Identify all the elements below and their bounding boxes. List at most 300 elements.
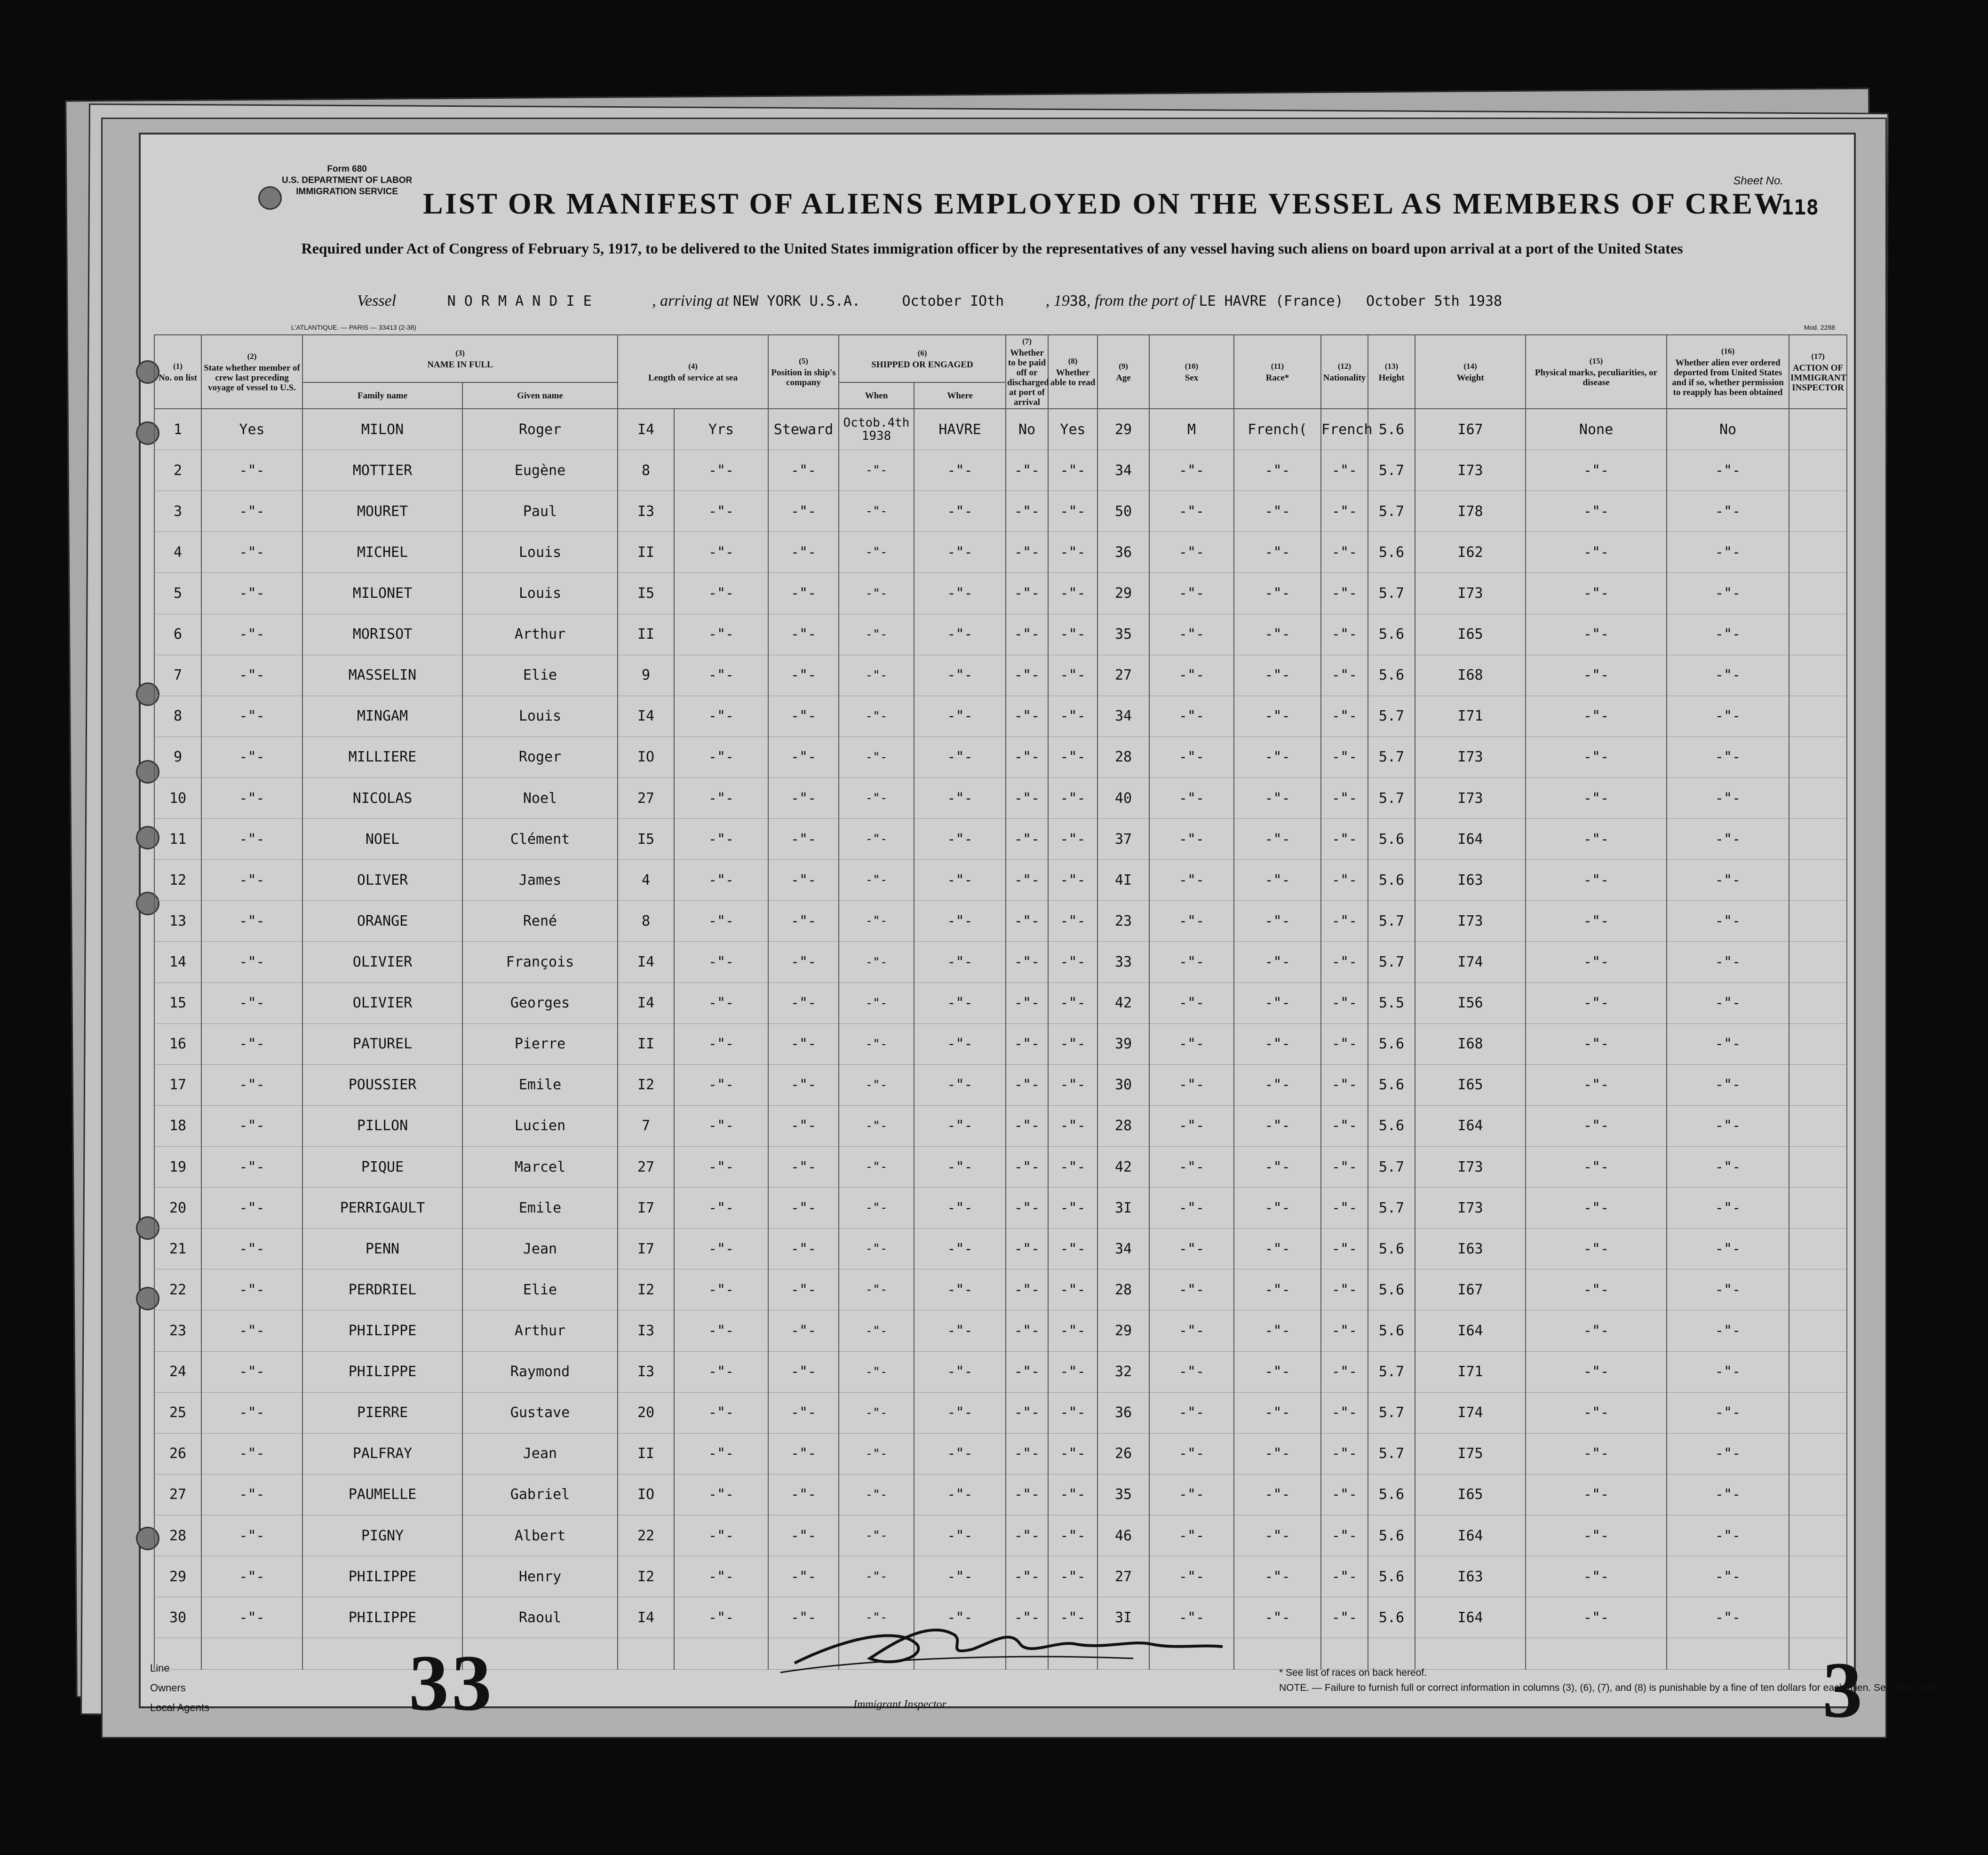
cell-previous-voyage: -"- <box>201 1515 302 1556</box>
table-row <box>154 409 1847 450</box>
cell-deported: -"- <box>1667 1433 1789 1474</box>
cell-physical-marks: -"- <box>1526 491 1667 532</box>
punch-hole <box>258 186 282 210</box>
cell-given-name: François <box>462 942 618 983</box>
col-age-header: (9) Age <box>1097 335 1149 409</box>
cell-service-years: II <box>618 1433 674 1474</box>
cell-inspector-action <box>1789 737 1847 777</box>
form-service: IMMIGRATION SERVICE <box>296 187 398 197</box>
col-where-header: Where <box>914 382 1006 409</box>
cell-weight: I74 <box>1415 1392 1526 1433</box>
cell-height: 5.6 <box>1368 1229 1415 1269</box>
cell-service-years: IO <box>618 737 674 777</box>
cell-service-years: 27 <box>618 778 674 819</box>
col-name-header: (3) NAME IN FULL <box>302 335 618 382</box>
cell-race: -"- <box>1234 491 1321 532</box>
cell-family-name: PHILIPPE <box>302 1310 462 1351</box>
col-paid-off-header: (7) Whether to be paid off or discharged at port of arrival <box>1006 335 1048 409</box>
cell-height: 5.6 <box>1368 1597 1415 1638</box>
cell-height: 5.6 <box>1368 409 1415 450</box>
cell-shipped-where: -"- <box>914 1597 1006 1638</box>
cell-service-unit: -"- <box>674 778 768 819</box>
cell-no: 8 <box>154 696 201 737</box>
cell-service-unit: -"- <box>674 655 768 696</box>
cell-previous-voyage: Yes <box>201 409 302 450</box>
cell-race: -"- <box>1234 450 1321 491</box>
cell-shipped-where: -"- <box>914 1433 1006 1474</box>
cell-able-to-read: -"- <box>1048 1229 1097 1269</box>
cell-deported: -"- <box>1667 1515 1789 1556</box>
cell-paid-off: -"- <box>1006 1147 1048 1188</box>
cell-position: -"- <box>768 573 839 614</box>
cell-race: -"- <box>1234 1351 1321 1392</box>
cell-physical-marks: -"- <box>1526 983 1667 1023</box>
cell-service-years: I4 <box>618 983 674 1023</box>
cell-paid-off: -"- <box>1006 1023 1048 1064</box>
cell-inspector-action <box>1789 1433 1847 1474</box>
cell-given-name: Emile <box>462 1188 618 1229</box>
cell-previous-voyage: -"- <box>201 655 302 696</box>
cell-race: -"- <box>1234 1392 1321 1433</box>
col-given-name-header: Given name <box>462 382 618 409</box>
cell-physical-marks: -"- <box>1526 1147 1667 1188</box>
cell-shipped-when: -"- <box>839 778 914 819</box>
cell-deported: -"- <box>1667 1229 1789 1269</box>
empty-cell <box>1234 1638 1321 1670</box>
cell-race: -"- <box>1234 1310 1321 1351</box>
cell-no: 4 <box>154 532 201 573</box>
cell-no: 18 <box>154 1105 201 1146</box>
cell-family-name: PIQUE <box>302 1147 462 1188</box>
cell-family-name: MILON <box>302 409 462 450</box>
cell-given-name: Albert <box>462 1515 618 1556</box>
cell-able-to-read: -"- <box>1048 532 1097 573</box>
cell-physical-marks: -"- <box>1526 1310 1667 1351</box>
cell-inspector-action <box>1789 860 1847 901</box>
cell-inspector-action <box>1789 696 1847 737</box>
line-label: Line <box>150 1662 170 1674</box>
cell-shipped-where: -"- <box>914 1269 1006 1310</box>
cell-position: -"- <box>768 491 839 532</box>
cell-family-name: MINGAM <box>302 696 462 737</box>
cell-inspector-action <box>1789 573 1847 614</box>
cell-family-name: PATUREL <box>302 1023 462 1064</box>
cell-shipped-when: -"- <box>839 1105 914 1146</box>
table-row <box>154 1556 1847 1597</box>
cell-race: -"- <box>1234 1188 1321 1229</box>
cell-nationality: -"- <box>1321 1597 1368 1638</box>
cell-sex: -"- <box>1149 860 1234 901</box>
cell-service-years: IO <box>618 1474 674 1515</box>
cell-physical-marks: -"- <box>1526 778 1667 819</box>
cell-age: 34 <box>1097 1229 1149 1269</box>
cell-previous-voyage: -"- <box>201 491 302 532</box>
cell-given-name: Elie <box>462 655 618 696</box>
cell-nationality: -"- <box>1321 1105 1368 1146</box>
cell-given-name: Lucien <box>462 1105 618 1146</box>
cell-nationality: -"- <box>1321 1474 1368 1515</box>
cell-age: 29 <box>1097 1310 1149 1351</box>
cell-inspector-action <box>1789 901 1847 942</box>
cell-inspector-action <box>1789 655 1847 696</box>
cell-weight: I62 <box>1415 532 1526 573</box>
cell-able-to-read: -"- <box>1048 573 1097 614</box>
cell-service-years: 22 <box>618 1515 674 1556</box>
cell-shipped-where: -"- <box>914 737 1006 777</box>
cell-no: 24 <box>154 1351 201 1392</box>
cell-height: 5.7 <box>1368 450 1415 491</box>
cell-shipped-where: -"- <box>914 1064 1006 1105</box>
cell-shipped-where: -"- <box>914 901 1006 942</box>
cell-shipped-when: -"- <box>839 942 914 983</box>
cell-no: 7 <box>154 655 201 696</box>
cell-shipped-where: -"- <box>914 1351 1006 1392</box>
cell-previous-voyage: -"- <box>201 1351 302 1392</box>
col-read-header: (8) Whether able to read <box>1048 335 1097 409</box>
cell-shipped-when: -"- <box>839 1269 914 1310</box>
cell-position: -"- <box>768 696 839 737</box>
cell-service-years: 8 <box>618 901 674 942</box>
inspector-label: Immigrant Inspector <box>853 1698 946 1711</box>
cell-service-unit: -"- <box>674 819 768 860</box>
cell-physical-marks: -"- <box>1526 1351 1667 1392</box>
cell-age: 27 <box>1097 1556 1149 1597</box>
cell-family-name: MOTTIER <box>302 450 462 491</box>
cell-height: 5.6 <box>1368 819 1415 860</box>
cell-weight: I71 <box>1415 696 1526 737</box>
cell-shipped-where: -"- <box>914 860 1006 901</box>
cell-given-name: Roger <box>462 737 618 777</box>
cell-able-to-read: -"- <box>1048 1392 1097 1433</box>
cell-no: 12 <box>154 860 201 901</box>
cell-no: 21 <box>154 1229 201 1269</box>
cell-given-name: Marcel <box>462 1147 618 1188</box>
cell-given-name: Gustave <box>462 1392 618 1433</box>
races-note: * See list of races on back hereof. <box>1279 1667 1427 1678</box>
cell-paid-off: -"- <box>1006 1351 1048 1392</box>
cell-deported: -"- <box>1667 1188 1789 1229</box>
cell-deported: -"- <box>1667 819 1789 860</box>
cell-no: 5 <box>154 573 201 614</box>
note-text: Failure to furnish full or correct information in columns (3), (6), (7), and (8) is punishable by a fine of ten dollars for each alien. See other side. <box>1324 1682 1940 1693</box>
cell-family-name: OLIVIER <box>302 983 462 1023</box>
cell-height: 5.6 <box>1368 1474 1415 1515</box>
cell-paid-off: -"- <box>1006 1597 1048 1638</box>
cell-race: -"- <box>1234 901 1321 942</box>
cell-position: -"- <box>768 778 839 819</box>
cell-shipped-where: -"- <box>914 1556 1006 1597</box>
cell-height: 5.6 <box>1368 860 1415 901</box>
cell-given-name: James <box>462 860 618 901</box>
cell-given-name: Eugène <box>462 450 618 491</box>
cell-age: 28 <box>1097 737 1149 777</box>
col-position-header: (5) Position in ship's company <box>768 335 839 409</box>
cell-height: 5.7 <box>1368 696 1415 737</box>
cell-sex: -"- <box>1149 1269 1234 1310</box>
header-row <box>154 335 1847 382</box>
cell-race: -"- <box>1234 1433 1321 1474</box>
cell-shipped-where: -"- <box>914 819 1006 860</box>
cell-inspector-action <box>1789 1105 1847 1146</box>
cell-previous-voyage: -"- <box>201 1269 302 1310</box>
cell-inspector-action <box>1789 1023 1847 1064</box>
cell-given-name: Louis <box>462 696 618 737</box>
cell-sex: -"- <box>1149 1023 1234 1064</box>
cell-service-years: II <box>618 614 674 655</box>
cell-physical-marks: -"- <box>1526 737 1667 777</box>
cell-inspector-action <box>1789 1269 1847 1310</box>
col-race-header: (11) Race* <box>1234 335 1321 409</box>
cell-service-unit: -"- <box>674 1188 768 1229</box>
cell-weight: I68 <box>1415 1023 1526 1064</box>
cell-given-name: Emile <box>462 1064 618 1105</box>
cell-given-name: Louis <box>462 573 618 614</box>
cell-weight: I64 <box>1415 1597 1526 1638</box>
cell-no: 20 <box>154 1188 201 1229</box>
cell-deported: -"- <box>1667 1597 1789 1638</box>
from-label: , from the port of <box>1086 292 1195 309</box>
cell-previous-voyage: -"- <box>201 532 302 573</box>
cell-given-name: Henry <box>462 1556 618 1597</box>
cell-shipped-when: -"- <box>839 1310 914 1351</box>
cell-given-name: Raoul <box>462 1597 618 1638</box>
cell-inspector-action <box>1789 1064 1847 1105</box>
cell-previous-voyage: -"- <box>201 573 302 614</box>
cell-service-years: 7 <box>618 1105 674 1146</box>
col-sex-header: (10) Sex <box>1149 335 1234 409</box>
cell-age: 23 <box>1097 901 1149 942</box>
cell-able-to-read: -"- <box>1048 1515 1097 1556</box>
cell-deported: -"- <box>1667 1147 1789 1188</box>
cell-physical-marks: -"- <box>1526 1229 1667 1269</box>
cell-age: 50 <box>1097 491 1149 532</box>
cell-family-name: NOEL <box>302 819 462 860</box>
col-weight-header: (14) Weight <box>1415 335 1526 409</box>
cell-age: 29 <box>1097 409 1149 450</box>
cell-deported: -"- <box>1667 901 1789 942</box>
cell-height: 5.7 <box>1368 1433 1415 1474</box>
cell-previous-voyage: -"- <box>201 614 302 655</box>
cell-shipped-when: -"- <box>839 1515 914 1556</box>
cell-service-unit: -"- <box>674 1392 768 1433</box>
cell-position: Steward <box>768 409 839 450</box>
col-when-header: When <box>839 382 914 409</box>
cell-previous-voyage: -"- <box>201 1229 302 1269</box>
col-shipped-header: (6) SHIPPED OR ENGAGED <box>839 335 1006 382</box>
cell-service-years: I3 <box>618 491 674 532</box>
cell-able-to-read: -"- <box>1048 614 1097 655</box>
cell-service-unit: -"- <box>674 614 768 655</box>
cell-service-years: II <box>618 532 674 573</box>
cell-sex: -"- <box>1149 1556 1234 1597</box>
cell-physical-marks: -"- <box>1526 1556 1667 1597</box>
cell-race: -"- <box>1234 819 1321 860</box>
cell-weight: I63 <box>1415 1556 1526 1597</box>
cell-age: 3I <box>1097 1597 1149 1638</box>
cell-deported: -"- <box>1667 1392 1789 1433</box>
cell-given-name: Jean <box>462 1433 618 1474</box>
cell-age: 42 <box>1097 1147 1149 1188</box>
cell-height: 5.7 <box>1368 1147 1415 1188</box>
cell-service-years: I4 <box>618 1597 674 1638</box>
cell-age: 30 <box>1097 1064 1149 1105</box>
cell-shipped-when: -"- <box>839 614 914 655</box>
cell-paid-off: -"- <box>1006 696 1048 737</box>
page-stamp-number-right: 3 <box>1822 1646 1862 1734</box>
cell-shipped-when: -"- <box>839 1023 914 1064</box>
cell-height: 5.6 <box>1368 1023 1415 1064</box>
cell-height: 5.7 <box>1368 1351 1415 1392</box>
cell-physical-marks: -"- <box>1526 1515 1667 1556</box>
cell-race: -"- <box>1234 983 1321 1023</box>
cell-no: 1 <box>154 409 201 450</box>
departure-date: October 5th 1938 <box>1366 293 1503 309</box>
cell-weight: I73 <box>1415 901 1526 942</box>
cell-physical-marks: -"- <box>1526 1433 1667 1474</box>
cell-service-years: 20 <box>618 1392 674 1433</box>
cell-nationality: -"- <box>1321 901 1368 942</box>
cell-shipped-where: -"- <box>914 696 1006 737</box>
cell-sex: M <box>1149 409 1234 450</box>
cell-race: -"- <box>1234 1597 1321 1638</box>
cell-position: -"- <box>768 532 839 573</box>
cell-service-years: I2 <box>618 1556 674 1597</box>
table-row <box>154 1188 1847 1229</box>
cell-service-years: I2 <box>618 1269 674 1310</box>
cell-height: 5.7 <box>1368 1188 1415 1229</box>
cell-no: 19 <box>154 1147 201 1188</box>
cell-deported: -"- <box>1667 1310 1789 1351</box>
form-department: U.S. DEPARTMENT OF LABOR <box>282 175 413 185</box>
col-inspector-action-header: (17) ACTION OF IMMIGRANT INSPECTOR <box>1789 335 1847 409</box>
cell-race: -"- <box>1234 1269 1321 1310</box>
cell-paid-off: -"- <box>1006 573 1048 614</box>
table-row <box>154 1433 1847 1474</box>
cell-nationality: French <box>1321 409 1368 450</box>
cell-service-years: II <box>618 1023 674 1064</box>
cell-physical-marks: -"- <box>1526 1023 1667 1064</box>
cell-weight: I75 <box>1415 1433 1526 1474</box>
table-row <box>154 450 1847 491</box>
cell-given-name: René <box>462 901 618 942</box>
cell-no: 14 <box>154 942 201 983</box>
cell-given-name: Elie <box>462 1269 618 1310</box>
cell-family-name: PERRIGAULT <box>302 1188 462 1229</box>
crew-manifest-table <box>154 334 1847 1670</box>
cell-able-to-read: -"- <box>1048 1474 1097 1515</box>
cell-no: 11 <box>154 819 201 860</box>
cell-weight: I67 <box>1415 1269 1526 1310</box>
cell-service-unit: -"- <box>674 491 768 532</box>
cell-height: 5.5 <box>1368 983 1415 1023</box>
cell-deported: -"- <box>1667 614 1789 655</box>
cell-inspector-action <box>1789 1515 1847 1556</box>
cell-height: 5.7 <box>1368 1392 1415 1433</box>
cell-position: -"- <box>768 655 839 696</box>
cell-no: 28 <box>154 1515 201 1556</box>
cell-height: 5.6 <box>1368 614 1415 655</box>
cell-nationality: -"- <box>1321 1023 1368 1064</box>
cell-nationality: -"- <box>1321 1188 1368 1229</box>
cell-age: 27 <box>1097 655 1149 696</box>
cell-service-unit: -"- <box>674 1064 768 1105</box>
cell-deported: -"- <box>1667 491 1789 532</box>
cell-shipped-when: -"- <box>839 901 914 942</box>
cell-height: 5.6 <box>1368 1269 1415 1310</box>
cell-age: 35 <box>1097 1474 1149 1515</box>
cell-service-unit: -"- <box>674 1351 768 1392</box>
table-row <box>154 942 1847 983</box>
cell-service-years: 4 <box>618 860 674 901</box>
cell-position: -"- <box>768 1064 839 1105</box>
empty-cell <box>1321 1638 1368 1670</box>
cell-family-name: MOURET <box>302 491 462 532</box>
vessel-label: Vessel <box>357 292 397 309</box>
cell-nationality: -"- <box>1321 860 1368 901</box>
cell-shipped-when: -"- <box>839 1556 914 1597</box>
cell-position: -"- <box>768 1229 839 1269</box>
cell-shipped-when: -"- <box>839 1188 914 1229</box>
cell-sex: -"- <box>1149 942 1234 983</box>
cell-given-name: Louis <box>462 532 618 573</box>
cell-no: 13 <box>154 901 201 942</box>
cell-inspector-action <box>1789 614 1847 655</box>
cell-service-years: I5 <box>618 819 674 860</box>
cell-previous-voyage: -"- <box>201 1105 302 1146</box>
cell-service-years: 8 <box>618 450 674 491</box>
cell-inspector-action <box>1789 491 1847 532</box>
cell-position: -"- <box>768 1188 839 1229</box>
cell-given-name: Georges <box>462 983 618 1023</box>
owners-label: Owners <box>150 1682 186 1694</box>
cell-position: -"- <box>768 1269 839 1310</box>
cell-shipped-where: -"- <box>914 450 1006 491</box>
cell-age: 29 <box>1097 573 1149 614</box>
cell-deported: -"- <box>1667 1474 1789 1515</box>
cell-shipped-when: -"- <box>839 1392 914 1433</box>
cell-race: -"- <box>1234 1064 1321 1105</box>
cell-family-name: OLIVER <box>302 860 462 901</box>
cell-age: 40 <box>1097 778 1149 819</box>
table-row <box>154 573 1847 614</box>
table-row <box>154 1023 1847 1064</box>
cell-race: -"- <box>1234 1556 1321 1597</box>
cell-paid-off: -"- <box>1006 819 1048 860</box>
cell-sex: -"- <box>1149 1392 1234 1433</box>
cell-deported: -"- <box>1667 1105 1789 1146</box>
cell-paid-off: -"- <box>1006 860 1048 901</box>
cell-physical-marks: -"- <box>1526 696 1667 737</box>
cell-weight: I73 <box>1415 737 1526 777</box>
cell-age: 4I <box>1097 860 1149 901</box>
cell-position: -"- <box>768 614 839 655</box>
table-row <box>154 1392 1847 1433</box>
cell-previous-voyage: -"- <box>201 1433 302 1474</box>
cell-service-years: I3 <box>618 1351 674 1392</box>
cell-paid-off: -"- <box>1006 778 1048 819</box>
cell-nationality: -"- <box>1321 1229 1368 1269</box>
empty-cell <box>1415 1638 1526 1670</box>
arriving-label: , arriving at <box>652 292 729 309</box>
cell-position: -"- <box>768 1433 839 1474</box>
cell-nationality: -"- <box>1321 737 1368 777</box>
cell-nationality: -"- <box>1321 491 1368 532</box>
cell-physical-marks: -"- <box>1526 614 1667 655</box>
cell-physical-marks: -"- <box>1526 1392 1667 1433</box>
cell-paid-off: -"- <box>1006 491 1048 532</box>
cell-race: -"- <box>1234 1023 1321 1064</box>
cell-able-to-read: -"- <box>1048 655 1097 696</box>
